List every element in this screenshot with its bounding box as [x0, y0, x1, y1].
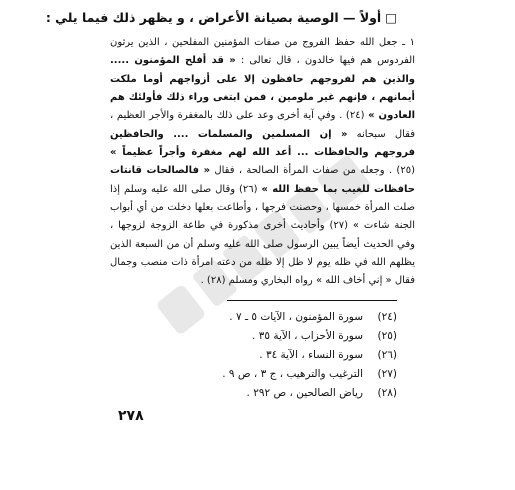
page-number: ٢٧٨ [118, 408, 144, 424]
paragraph-segment: ١ ـ جعل الله حفظ الفروج من صفات المؤمنين المفلحين ، الذين يرثون الفردوس هم فيها خالدون ، قال تعالى : [110, 37, 415, 67]
footnote [97, 365, 397, 384]
paragraph-segment: (٢٤) . وفي آية أخرى وعد على ذلك بالمغفرة والأجر العظيم ، فقال سبحانه [110, 110, 415, 140]
footnote [97, 327, 397, 346]
section-heading [45, 10, 397, 26]
footnote-text: رياض الصالحين ، ص ٢٩٢ . [246, 387, 363, 399]
footnote-text: سورة الأحزاب ، الآية ٣٥ . [252, 330, 363, 342]
footnote-number: (٢٤) [377, 311, 397, 323]
main-paragraph [110, 34, 415, 291]
footnote-number: (٢٨) [377, 387, 397, 399]
quran-quote: « فالصالحات قانتات حافظات للغيب بما حفظ الله » [110, 165, 415, 195]
bullet-marker: □ [385, 10, 397, 25]
footnote-text: سورة المؤمنون ، الآيات ٥ ـ ٧ . [229, 311, 363, 323]
footnote-text: سورة النساء ، الآية ٣٤ . [259, 349, 363, 361]
footnote-number: (٢٥) [377, 330, 397, 342]
footnote-separator [227, 300, 397, 301]
footnote [97, 384, 397, 403]
section-heading-text: أولاً — الوصية بصيانة الأعراض ، و يظهر ذلك فيما يلي : [45, 10, 382, 25]
paragraph-segment: (٢٦) وقال صلى الله عليه وسلم إذا صلت المرأة خمسها ، وحصنت فرجها ، وأطاعت بعلها دخلت من أي أبواب الجنة شاءت » (٢٧) وأحاديث أخرى مذكورة في طاعة الزوجة لزوجها ، وفي الحديث أيضاً يبين الرسول صلى الله عليه وسلم أن من السبعة الذين يظلهم الله في ظله يوم لا ظل إلا ظله من دعته امرأة ذات منصب وجمال فقال « إني أخاف الله » رواه البخاري ومسلم (٢٨) . [110, 183, 415, 287]
paragraph-segment: (٢٥) . وجعله من صفات المرأة الصالحة ، فقال [210, 165, 415, 177]
quran-quote: « إن المسلمين والمسلمات .... والحافظين فروجهم والحافظات ... أعد الله لهم مغفرة وأجراً عظيماً » [110, 128, 415, 159]
footnote-number: (٢٦) [377, 349, 397, 361]
footnotes [97, 308, 397, 403]
footnote-number: (٢٧) [377, 368, 397, 380]
footnote-text: الترغيب والترهيب ، ج ٣ ، ص ٩ . [222, 368, 363, 380]
quran-quote: « قد أفلح المؤمنون ..... والذين هم لفروجهم حافظون إلا على أزواجهم أوما ملكت أيمانهم ، فإنهم غير ملومين ، فمن ابتغى وراء ذلك فأولئك هم العادون » [110, 55, 415, 122]
footnote [97, 346, 397, 365]
footnote [97, 308, 397, 327]
